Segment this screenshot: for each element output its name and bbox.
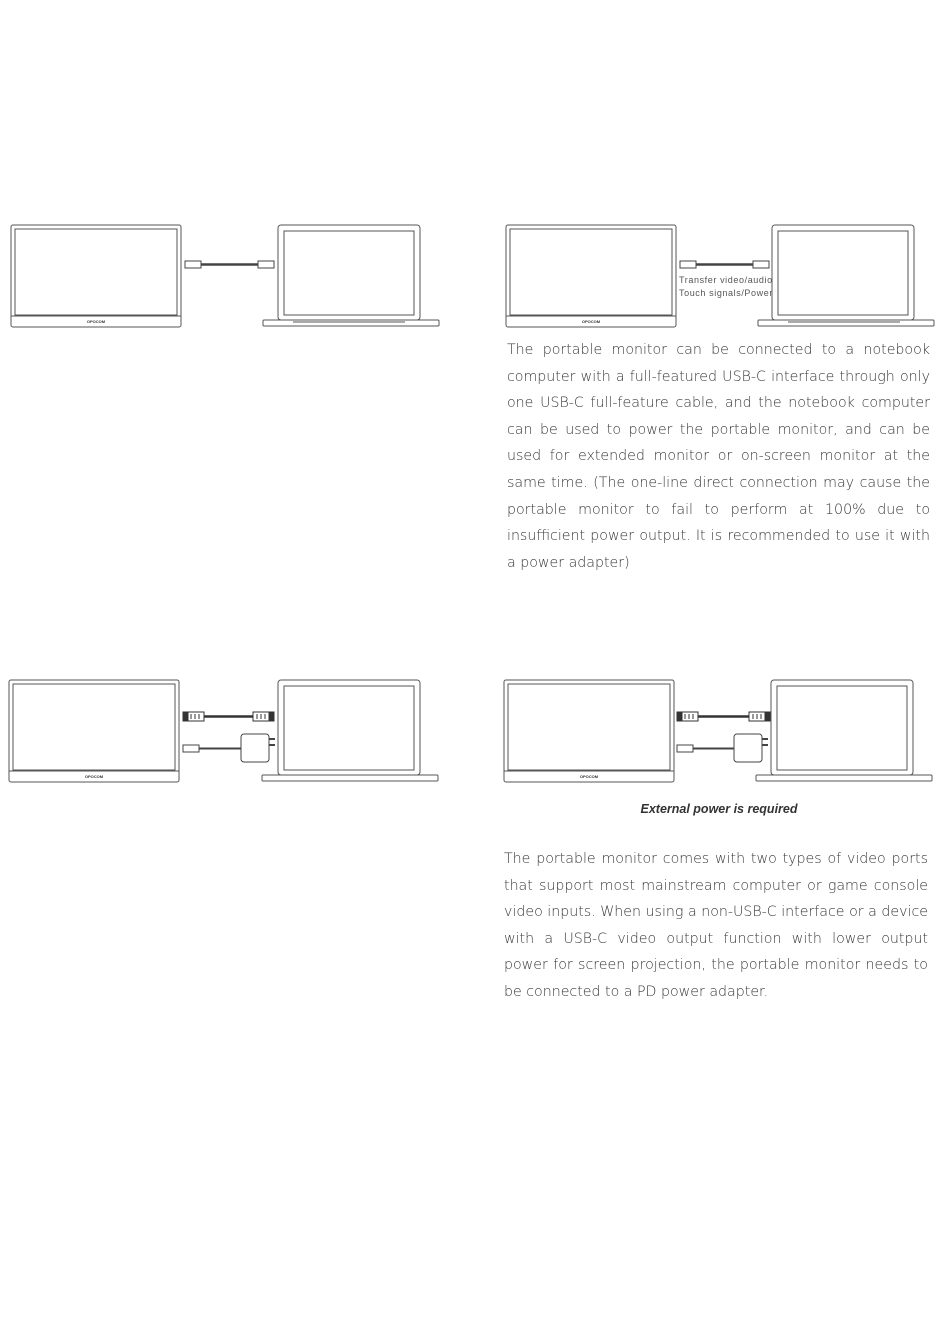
laptop-icon bbox=[756, 680, 932, 781]
laptop-icon bbox=[263, 225, 439, 326]
portable-monitor-icon bbox=[9, 680, 179, 782]
diagram-hdmi-power-left bbox=[8, 679, 440, 785]
brand-label: OPOCOM bbox=[581, 319, 601, 324]
brand-label: OPOCOM bbox=[579, 774, 599, 779]
usbc-cable-icon bbox=[185, 261, 274, 268]
external-power-note: External power is required bbox=[640, 802, 798, 816]
diagram-usbc-direct-left bbox=[10, 224, 440, 330]
portable-monitor-icon bbox=[504, 680, 674, 782]
cable-caption-line2: Touch signals/Power bbox=[679, 288, 773, 298]
diagram-hdmi-power-right bbox=[503, 679, 935, 785]
hdmi-cable-icon bbox=[183, 712, 274, 721]
usbc-cable-icon bbox=[680, 261, 769, 268]
section1-paragraph: The portable monitor can be connected to a notebook computer with a full-featured USB-C interface through only one USB-C full-feature cable, and the notebook computer can be used to power the portable monitor, and can be used for extended monitor or on-screen monitor at the same time. (The one-line direct connection may cause the portable monitor to fail to perform at 100% due to insufficient power output. It is recommended to use it with a power adapter) bbox=[507, 342, 930, 571]
power-adapter-icon bbox=[183, 734, 275, 762]
brand-label: OPOCOM bbox=[86, 319, 106, 324]
cable-caption-line1: Transfer video/audio bbox=[679, 275, 773, 285]
hdmi-cable-icon bbox=[677, 712, 770, 721]
laptop-icon bbox=[262, 680, 438, 781]
laptop-icon bbox=[758, 225, 934, 326]
portable-monitor-icon bbox=[11, 225, 181, 327]
portable-monitor-icon bbox=[506, 225, 676, 327]
brand-label: OPOCOM bbox=[84, 774, 104, 779]
power-adapter-icon bbox=[677, 734, 768, 762]
section2-paragraph: The portable monitor comes with two types of video ports that support most mainstream computer or game console video inputs. When using a non-USB-C interface or a device with a USB-C video output function with lower output power for screen projection, the portable monitor needs to be connected to a PD power adapter. bbox=[504, 851, 928, 1000]
diagram-usbc-direct-right bbox=[505, 224, 935, 330]
